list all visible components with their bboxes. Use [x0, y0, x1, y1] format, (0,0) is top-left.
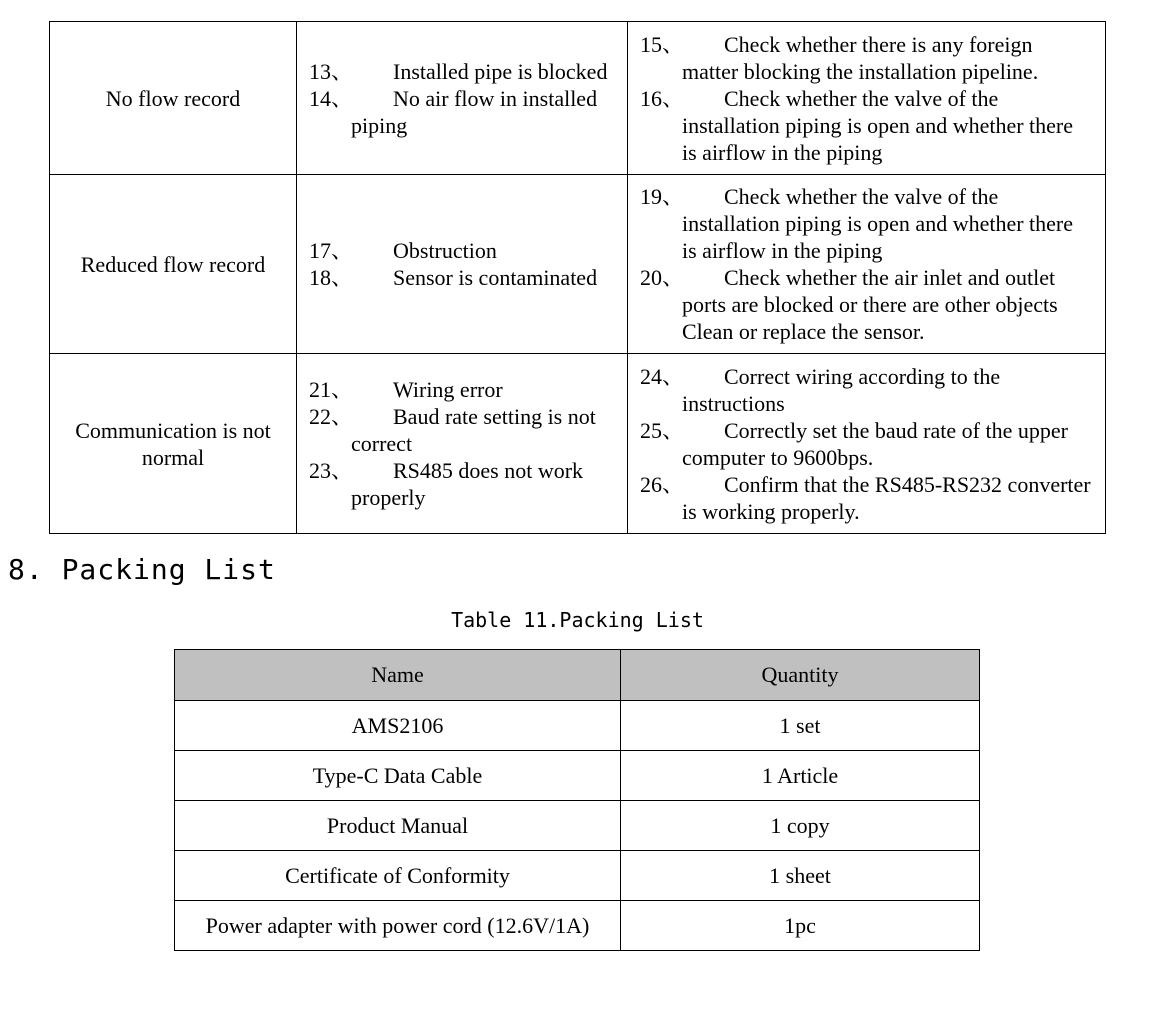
item-text: Check whether the valve of the installation piping is open and whether there is airflow in the piping	[682, 184, 1074, 263]
item-number: 25、	[640, 417, 685, 443]
item-quantity: 1 copy	[621, 801, 980, 851]
item-quantity: 1 sheet	[621, 851, 980, 901]
table-caption: Table 11.Packing List	[451, 608, 704, 632]
column-header-quantity: Quantity	[621, 650, 980, 701]
item-text: Wiring error	[393, 377, 503, 402]
table-row	[175, 901, 980, 951]
list-item	[309, 85, 617, 139]
item-number: 26、	[640, 471, 685, 497]
item-text: Sensor is contaminated	[393, 265, 598, 290]
list-item	[309, 457, 617, 511]
item-text: Check whether there is any foreign matter blocking the installation pipeline.	[682, 31, 1039, 84]
item-quantity: 1 set	[621, 701, 980, 751]
packing-list-table	[174, 649, 980, 951]
table-header-row	[175, 650, 980, 701]
list-item	[640, 183, 1093, 264]
list-item	[640, 471, 1093, 525]
item-text: Obstruction	[393, 238, 497, 263]
item-number: 20、	[640, 265, 685, 290]
issue-cell	[50, 354, 297, 534]
issue-text: No flow record	[105, 85, 241, 111]
item-text: Check whether the valve of the installation piping is open and whether there is airflow in the piping	[682, 85, 1074, 165]
item-text: Installed pipe is blocked	[393, 58, 608, 84]
item-name: Product Manual	[175, 801, 621, 851]
table-row	[50, 175, 1106, 354]
table-row	[175, 751, 980, 801]
troubleshooting-table	[49, 21, 1106, 534]
solution-cell	[628, 175, 1106, 354]
item-name: Power adapter with power cord (12.6V/1A)	[175, 901, 621, 951]
issue-text: Reduced flow record	[80, 251, 266, 277]
item-text: RS485 does not work properly	[351, 458, 584, 510]
list-item	[640, 85, 1093, 166]
list-item	[309, 237, 617, 264]
list-item	[309, 403, 617, 457]
cause-cell	[297, 175, 628, 354]
issue-cell	[50, 22, 297, 175]
item-name: AMS2106	[175, 701, 621, 751]
section-heading: 8. Packing List	[8, 553, 276, 586]
table-row	[175, 701, 980, 751]
item-number: 22、	[309, 404, 354, 429]
solution-cell	[628, 22, 1106, 175]
item-name: Type-C Data Cable	[175, 751, 621, 801]
issue-text: Communication is not normal	[75, 417, 271, 470]
item-number: 16、	[640, 85, 685, 111]
item-number: 18、	[309, 265, 354, 290]
item-text: Baud rate setting is not correct	[351, 404, 596, 456]
item-number: 14、	[309, 85, 354, 111]
cause-cell	[297, 354, 628, 534]
item-number: 24、	[640, 363, 685, 389]
item-number: 19、	[640, 184, 685, 209]
item-number: 23、	[309, 458, 354, 483]
item-text: Check whether the air inlet and outlet ports are blocked or there are other objects Clean or replace the sensor.	[682, 265, 1058, 344]
item-text: No air flow in installed piping	[351, 85, 598, 138]
item-number: 17、	[309, 238, 354, 263]
list-item	[309, 264, 617, 291]
item-name: Certificate of Conformity	[175, 851, 621, 901]
list-item	[640, 31, 1093, 85]
column-header-name: Name	[175, 650, 621, 701]
table-row	[175, 851, 980, 901]
list-item	[640, 417, 1093, 471]
solution-cell	[628, 354, 1106, 534]
table-row	[175, 801, 980, 851]
item-quantity: 1pc	[621, 901, 980, 951]
cause-cell	[297, 22, 628, 175]
list-item	[309, 58, 617, 85]
item-number: 15、	[640, 31, 685, 57]
item-text: Confirm that the RS485-RS232 converter is working properly.	[682, 471, 1091, 524]
table-row	[50, 22, 1106, 175]
item-quantity: 1 Article	[621, 751, 980, 801]
issue-cell	[50, 175, 297, 354]
list-item	[640, 363, 1093, 417]
list-item	[640, 264, 1093, 345]
item-number: 13、	[309, 58, 354, 84]
table-row	[50, 354, 1106, 534]
item-number: 21、	[309, 377, 354, 402]
list-item	[309, 376, 617, 403]
item-text: Correctly set the baud rate of the upper computer to 9600bps.	[682, 417, 1068, 470]
item-text: Correct wiring according to the instructions	[682, 363, 1001, 416]
